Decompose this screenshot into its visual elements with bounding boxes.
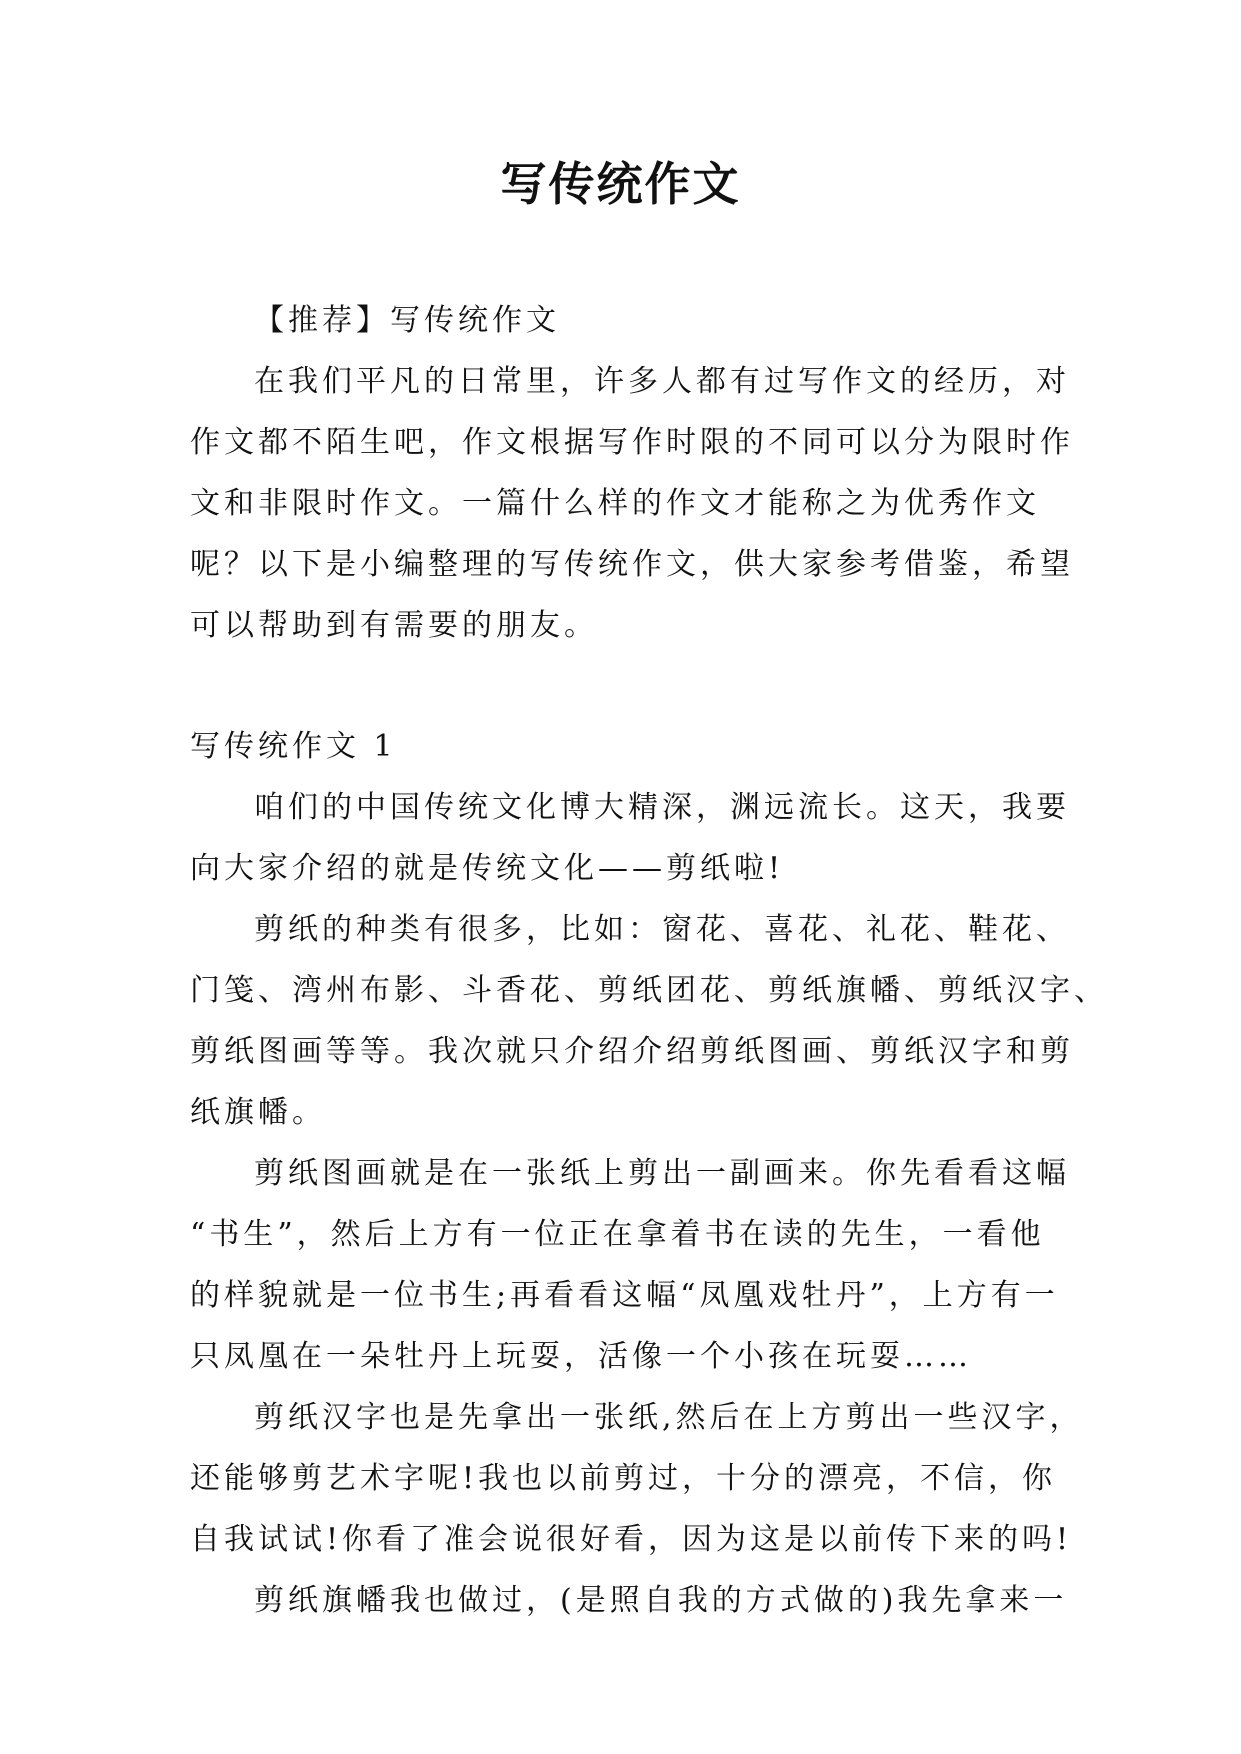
text-line: 作文都不陌生吧，作文根据写作时限的不同可以分为限时作 [190, 425, 1074, 460]
text-line: 呢？以下是小编整理的写传统作文，供大家参考借鉴，希望 [190, 547, 1074, 582]
text-line: 向大家介绍的就是传统文化——剪纸啦! [190, 851, 785, 886]
body-paragraph [190, 1143, 1070, 1387]
document-title: 写传统作文 [500, 157, 741, 211]
text-line: 咱们的中国传统文化博大精深，渊远流长。这天，我要 [254, 790, 1070, 825]
text-line: 剪纸图画等等。我次就只介绍介绍剪纸图画、剪纸汉字和剪 [190, 1034, 1074, 1069]
text-line: 剪纸图画就是在一张纸上剪出一副画来。你先看看这幅 [254, 1156, 1070, 1191]
text-line: 的样貌就是一位书生;再看看这幅“凤凰戏牡丹”，上方有一 [190, 1278, 1059, 1313]
text-line: 只凤凰在一朵牡丹上玩耍，活像一个小孩在玩耍…… [190, 1339, 972, 1374]
recommend-line: 【推荐】写传统作文 [254, 303, 560, 338]
document-body [190, 290, 1108, 1631]
text-line: 文和非限时作文。一篇什么样的作文才能称之为优秀作文 [190, 486, 1040, 521]
text-line: 纸旗幡。 [190, 1095, 326, 1130]
text-line: “书生”，然后上方有一位正在拿着书在读的先生，一看他 [190, 1217, 1045, 1252]
body-paragraph [190, 777, 1070, 899]
text-line: 剪纸旗幡我也做过，(是照自我的方式做的)我先拿来一 [254, 1583, 1068, 1618]
intro-paragraph [190, 351, 1074, 656]
body-paragraph [190, 1387, 1084, 1570]
text-line: 可以帮助到有需要的朋友。 [190, 608, 598, 643]
text-line: 剪纸的种类有很多，比如：窗花、喜花、礼花、鞋花、 [254, 912, 1070, 947]
text-line: 在我们平凡的日常里，许多人都有过写作文的经历，对 [254, 364, 1070, 399]
text-line: 门笺、湾州布影、斗香花、剪纸团花、剪纸旗幡、剪纸汉字、 [190, 973, 1108, 1008]
section-heading: 写传统作文 1 [190, 729, 397, 764]
body-paragraph [190, 1570, 1068, 1631]
body-paragraph [190, 899, 1108, 1143]
text-line: 自我试试!你看了准会说很好看，因为这是以前传下来的吗! [190, 1522, 1073, 1557]
text-line: 剪纸汉字也是先拿出一张纸,然后在上方剪出一些汉字， [254, 1400, 1084, 1435]
text-line: 还能够剪艺术字呢!我也以前剪过，十分的漂亮，不信，你 [190, 1461, 1057, 1496]
